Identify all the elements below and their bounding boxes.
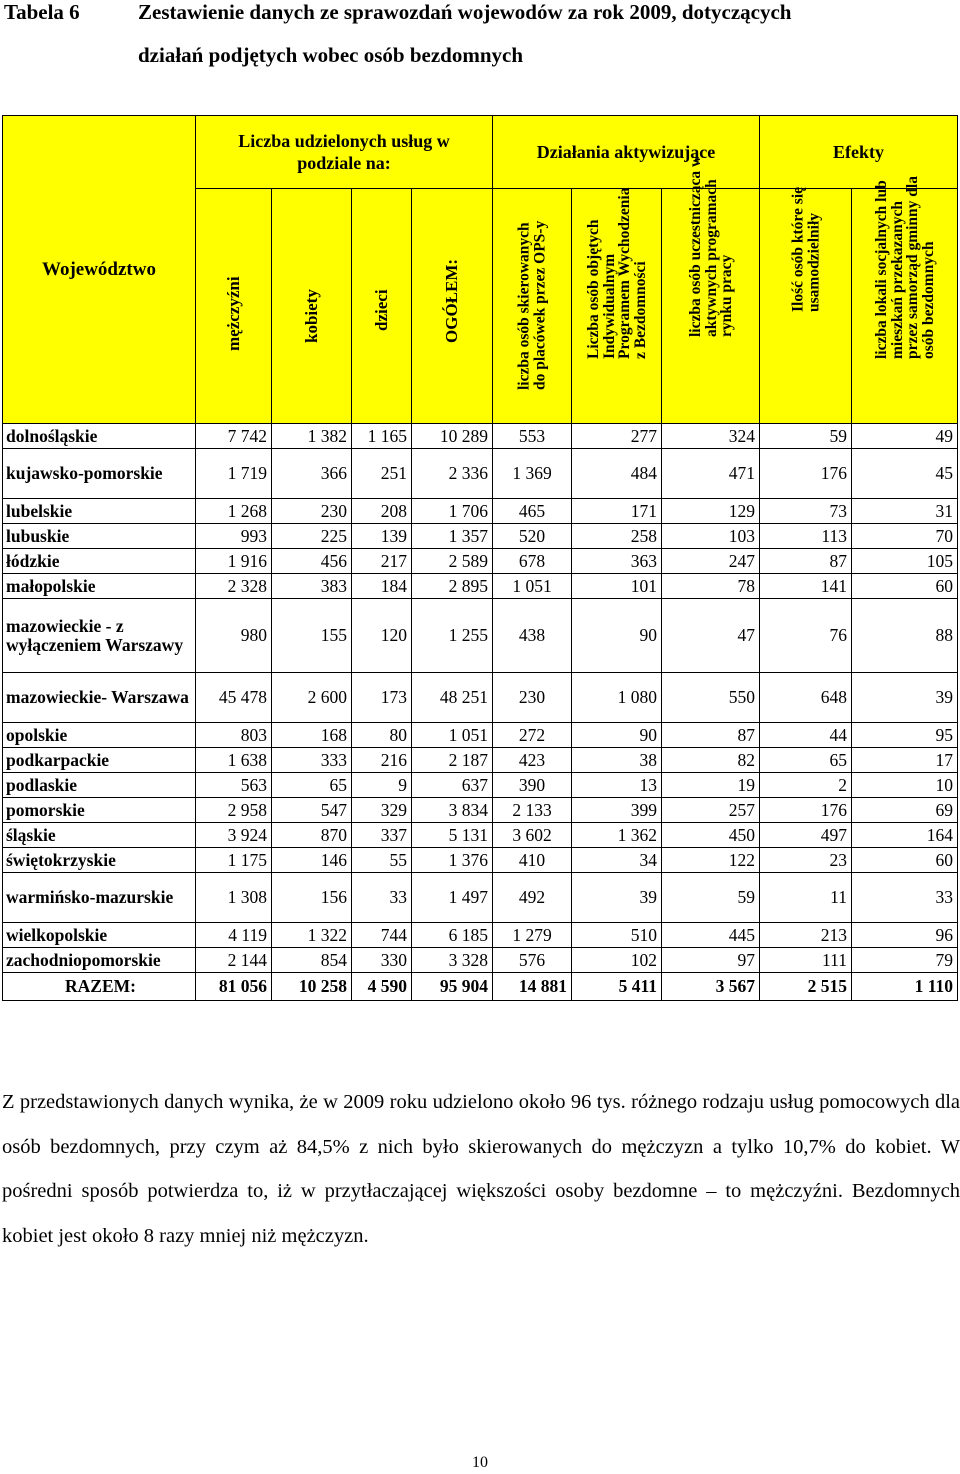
cell-skierowanych: 520 bbox=[493, 524, 572, 549]
cell-lokale: 60 bbox=[852, 574, 958, 599]
table-row bbox=[3, 499, 958, 524]
cell-skierowanych: 465 bbox=[493, 499, 572, 524]
cell-dzieci: 744 bbox=[352, 923, 412, 948]
table-row bbox=[3, 823, 958, 848]
cell-kobiety: 333 bbox=[272, 748, 352, 773]
cell-mezczyzni: 1 916 bbox=[196, 549, 272, 574]
cell-ogolem: 1 357 bbox=[412, 524, 493, 549]
cell-ogolem: 1 255 bbox=[412, 599, 493, 673]
cell-rynek-pracy: 445 bbox=[662, 923, 760, 948]
cell-kobiety: 1 322 bbox=[272, 923, 352, 948]
cell-rynek-pracy: 247 bbox=[662, 549, 760, 574]
row-wojewodztwo: podkarpackie bbox=[3, 748, 196, 773]
cell-dzieci: 55 bbox=[352, 848, 412, 873]
cell-ipwb: 363 bbox=[572, 549, 662, 574]
cell-ipwb: 13 bbox=[572, 773, 662, 798]
table-row bbox=[3, 599, 958, 673]
cell-lokale: 96 bbox=[852, 923, 958, 948]
cell-lokale: 60 bbox=[852, 848, 958, 873]
cell-usamodzielnily: 87 bbox=[760, 549, 852, 574]
table-row bbox=[3, 873, 958, 923]
cell-rynek-pracy: 324 bbox=[662, 424, 760, 449]
table-row bbox=[3, 748, 958, 773]
cell-mezczyzni: 7 742 bbox=[196, 424, 272, 449]
cell-skierowanych: 492 bbox=[493, 873, 572, 923]
cell-mezczyzni: 4 119 bbox=[196, 923, 272, 948]
total-ogolem: 95 904 bbox=[412, 973, 493, 1001]
row-wojewodztwo: lubelskie bbox=[3, 499, 196, 524]
header-lokale-socjalne: liczba lokali socjalnych lub mieszkań przekazanych przez samorząd gminny dla osób bezdomnych bbox=[852, 189, 958, 424]
row-wojewodztwo: małopolskie bbox=[3, 574, 196, 599]
cell-ipwb: 277 bbox=[572, 424, 662, 449]
row-wojewodztwo: zachodniopomorskie bbox=[3, 948, 196, 973]
cell-usamodzielnily: 65 bbox=[760, 748, 852, 773]
cell-ogolem: 1 376 bbox=[412, 848, 493, 873]
cell-ogolem: 3 834 bbox=[412, 798, 493, 823]
cell-ipwb: 399 bbox=[572, 798, 662, 823]
cell-kobiety: 155 bbox=[272, 599, 352, 673]
cell-mezczyzni: 803 bbox=[196, 723, 272, 748]
cell-usamodzielnily: 176 bbox=[760, 449, 852, 499]
cell-rynek-pracy: 103 bbox=[662, 524, 760, 549]
header-row-groups bbox=[3, 116, 958, 189]
cell-rynek-pracy: 257 bbox=[662, 798, 760, 823]
cell-lokale: 88 bbox=[852, 599, 958, 673]
header-kobiety: kobiety bbox=[272, 189, 352, 424]
table-row bbox=[3, 848, 958, 873]
cell-ipwb: 39 bbox=[572, 873, 662, 923]
cell-ogolem: 2 336 bbox=[412, 449, 493, 499]
cell-kobiety: 168 bbox=[272, 723, 352, 748]
cell-kobiety: 366 bbox=[272, 449, 352, 499]
cell-mezczyzni: 1 638 bbox=[196, 748, 272, 773]
header-mezczyzni: mężczyźni bbox=[196, 189, 272, 424]
cell-ogolem: 1 497 bbox=[412, 873, 493, 923]
cell-dzieci: 1 165 bbox=[352, 424, 412, 449]
cell-skierowanych: 410 bbox=[493, 848, 572, 873]
cell-kobiety: 870 bbox=[272, 823, 352, 848]
header-group-efekty: Efekty bbox=[760, 116, 958, 189]
header-wojewodztwo: Województwo bbox=[3, 116, 196, 424]
cell-skierowanych: 1 369 bbox=[493, 449, 572, 499]
cell-ipwb: 258 bbox=[572, 524, 662, 549]
cell-lokale: 39 bbox=[852, 673, 958, 723]
cell-usamodzielnily: 113 bbox=[760, 524, 852, 549]
cell-mezczyzni: 1 175 bbox=[196, 848, 272, 873]
cell-usamodzielnily: 73 bbox=[760, 499, 852, 524]
cell-usamodzielnily: 11 bbox=[760, 873, 852, 923]
cell-dzieci: 184 bbox=[352, 574, 412, 599]
cell-ipwb: 510 bbox=[572, 923, 662, 948]
cell-rynek-pracy: 87 bbox=[662, 723, 760, 748]
cell-ogolem: 2 589 bbox=[412, 549, 493, 574]
cell-kobiety: 146 bbox=[272, 848, 352, 873]
cell-lokale: 31 bbox=[852, 499, 958, 524]
cell-ipwb: 34 bbox=[572, 848, 662, 873]
cell-skierowanych: 1 051 bbox=[493, 574, 572, 599]
cell-dzieci: 173 bbox=[352, 673, 412, 723]
cell-rynek-pracy: 129 bbox=[662, 499, 760, 524]
header-skierowanych: liczba osób skierowanych do placówek przez OPS-y bbox=[493, 189, 572, 424]
cell-dzieci: 208 bbox=[352, 499, 412, 524]
cell-kobiety: 1 382 bbox=[272, 424, 352, 449]
cell-rynek-pracy: 450 bbox=[662, 823, 760, 848]
cell-rynek-pracy: 122 bbox=[662, 848, 760, 873]
table-row bbox=[3, 449, 958, 499]
cell-dzieci: 9 bbox=[352, 773, 412, 798]
cell-ipwb: 102 bbox=[572, 948, 662, 973]
cell-ogolem: 6 185 bbox=[412, 923, 493, 948]
cell-skierowanych: 390 bbox=[493, 773, 572, 798]
cell-skierowanych: 272 bbox=[493, 723, 572, 748]
cell-usamodzielnily: 176 bbox=[760, 798, 852, 823]
row-wojewodztwo: warmińsko-mazurskie bbox=[3, 873, 196, 923]
cell-mezczyzni: 45 478 bbox=[196, 673, 272, 723]
page-number: 10 bbox=[472, 1454, 488, 1471]
cell-kobiety: 854 bbox=[272, 948, 352, 973]
cell-usamodzielnily: 497 bbox=[760, 823, 852, 848]
cell-usamodzielnily: 59 bbox=[760, 424, 852, 449]
total-lokale: 1 110 bbox=[852, 973, 958, 1001]
cell-kobiety: 547 bbox=[272, 798, 352, 823]
cell-ipwb: 101 bbox=[572, 574, 662, 599]
table-row bbox=[3, 549, 958, 574]
cell-dzieci: 33 bbox=[352, 873, 412, 923]
cell-lokale: 164 bbox=[852, 823, 958, 848]
cell-lokale: 49 bbox=[852, 424, 958, 449]
cell-rynek-pracy: 59 bbox=[662, 873, 760, 923]
cell-lokale: 45 bbox=[852, 449, 958, 499]
cell-dzieci: 251 bbox=[352, 449, 412, 499]
cell-ogolem: 10 289 bbox=[412, 424, 493, 449]
row-wojewodztwo: lubuskie bbox=[3, 524, 196, 549]
cell-kobiety: 65 bbox=[272, 773, 352, 798]
cell-ogolem: 1 051 bbox=[412, 723, 493, 748]
header-objetych-ipwb: Liczba osób objętych Indywidualnym Programem Wychodzenia z Bezdomności bbox=[572, 189, 662, 424]
cell-mezczyzni: 1 308 bbox=[196, 873, 272, 923]
row-wojewodztwo: kujawsko-pomorskie bbox=[3, 449, 196, 499]
row-wojewodztwo: dolnośląskie bbox=[3, 424, 196, 449]
cell-usamodzielnily: 44 bbox=[760, 723, 852, 748]
total-usamodzielnily: 2 515 bbox=[760, 973, 852, 1001]
cell-usamodzielnily: 648 bbox=[760, 673, 852, 723]
data-table bbox=[2, 115, 958, 1001]
total-mezczyzni: 81 056 bbox=[196, 973, 272, 1001]
cell-rynek-pracy: 471 bbox=[662, 449, 760, 499]
cell-ogolem: 3 328 bbox=[412, 948, 493, 973]
cell-lokale: 10 bbox=[852, 773, 958, 798]
cell-dzieci: 120 bbox=[352, 599, 412, 673]
cell-mezczyzni: 2 144 bbox=[196, 948, 272, 973]
table-row bbox=[3, 424, 958, 449]
row-wojewodztwo: pomorskie bbox=[3, 798, 196, 823]
cell-lokale: 105 bbox=[852, 549, 958, 574]
table-row bbox=[3, 773, 958, 798]
table-row bbox=[3, 574, 958, 599]
cell-mezczyzni: 2 958 bbox=[196, 798, 272, 823]
paragraph-text: Z przedstawionych danych wynika, że w 2009 roku udzielono około 96 tys. różnego rodzaju usług pomocowych dla osób bezdomnych, przy czym aż 84,5% z nich było skierowanych do mężczyzn a tylko 10,7% do kobiet. W pośredni sposób potwierdza to, iż w przytłaczającej większości osoby bezdomne – to mężczyźni. Bezdomnych kobiet jest około 8 razy mniej niż mężczyzn. bbox=[2, 1091, 960, 1247]
cell-usamodzielnily: 141 bbox=[760, 574, 852, 599]
cell-ogolem: 1 706 bbox=[412, 499, 493, 524]
cell-lokale: 17 bbox=[852, 748, 958, 773]
cell-skierowanych: 423 bbox=[493, 748, 572, 773]
cell-skierowanych: 1 279 bbox=[493, 923, 572, 948]
total-ipwb: 5 411 bbox=[572, 973, 662, 1001]
cell-dzieci: 217 bbox=[352, 549, 412, 574]
table-title-line-1: Zestawienie danych ze sprawozdań wojewodów za rok 2009, dotyczących bbox=[138, 0, 792, 24]
cell-dzieci: 329 bbox=[352, 798, 412, 823]
total-rynek-pracy: 3 567 bbox=[662, 973, 760, 1001]
cell-ogolem: 2 187 bbox=[412, 748, 493, 773]
row-wojewodztwo: wielkopolskie bbox=[3, 923, 196, 948]
row-wojewodztwo: opolskie bbox=[3, 723, 196, 748]
total-skierowanych: 14 881 bbox=[493, 973, 572, 1001]
cell-mezczyzni: 993 bbox=[196, 524, 272, 549]
cell-mezczyzni: 1 268 bbox=[196, 499, 272, 524]
table-title-line-2: działań podjętych wobec osób bezdomnych bbox=[138, 43, 524, 67]
row-wojewodztwo: mazowieckie - z wyłączeniem Warszawy bbox=[3, 599, 196, 673]
cell-ipwb: 1 080 bbox=[572, 673, 662, 723]
row-wojewodztwo: podlaskie bbox=[3, 773, 196, 798]
cell-ipwb: 484 bbox=[572, 449, 662, 499]
table-row bbox=[3, 948, 958, 973]
cell-skierowanych: 553 bbox=[493, 424, 572, 449]
cell-ogolem: 48 251 bbox=[412, 673, 493, 723]
table-number: Tabela 6 bbox=[4, 0, 80, 24]
cell-dzieci: 337 bbox=[352, 823, 412, 848]
header-rynek-pracy: liczba osób uczestnicząca w aktywnych programach rynku pracy bbox=[662, 189, 760, 424]
cell-skierowanych: 230 bbox=[493, 673, 572, 723]
cell-lokale: 79 bbox=[852, 948, 958, 973]
cell-dzieci: 216 bbox=[352, 748, 412, 773]
table-row bbox=[3, 923, 958, 948]
cell-ipwb: 38 bbox=[572, 748, 662, 773]
cell-usamodzielnily: 111 bbox=[760, 948, 852, 973]
cell-kobiety: 456 bbox=[272, 549, 352, 574]
row-wojewodztwo: mazowieckie- Warszawa bbox=[3, 673, 196, 723]
cell-rynek-pracy: 19 bbox=[662, 773, 760, 798]
cell-mezczyzni: 980 bbox=[196, 599, 272, 673]
row-wojewodztwo: śląskie bbox=[3, 823, 196, 848]
cell-ipwb: 1 362 bbox=[572, 823, 662, 848]
cell-lokale: 95 bbox=[852, 723, 958, 748]
header-group-uslugi: Liczba udzielonych usług w podziale na: bbox=[196, 116, 493, 189]
table-row bbox=[3, 798, 958, 823]
cell-ogolem: 2 895 bbox=[412, 574, 493, 599]
header-group-dzialania: Działania aktywizujące bbox=[493, 116, 760, 189]
cell-dzieci: 80 bbox=[352, 723, 412, 748]
cell-usamodzielnily: 213 bbox=[760, 923, 852, 948]
cell-dzieci: 330 bbox=[352, 948, 412, 973]
cell-rynek-pracy: 47 bbox=[662, 599, 760, 673]
cell-kobiety: 156 bbox=[272, 873, 352, 923]
cell-ogolem: 5 131 bbox=[412, 823, 493, 848]
cell-mezczyzni: 1 719 bbox=[196, 449, 272, 499]
table-row bbox=[3, 524, 958, 549]
cell-ogolem: 637 bbox=[412, 773, 493, 798]
total-kobiety: 10 258 bbox=[272, 973, 352, 1001]
cell-skierowanych: 3 602 bbox=[493, 823, 572, 848]
cell-ipwb: 90 bbox=[572, 723, 662, 748]
header-usamodzielnily: Ilość osób które się usamodzielniły bbox=[760, 189, 852, 424]
cell-skierowanych: 678 bbox=[493, 549, 572, 574]
cell-skierowanych: 2 133 bbox=[493, 798, 572, 823]
table-row bbox=[3, 673, 958, 723]
cell-rynek-pracy: 550 bbox=[662, 673, 760, 723]
cell-lokale: 70 bbox=[852, 524, 958, 549]
table-row-total bbox=[3, 973, 958, 1001]
cell-lokale: 69 bbox=[852, 798, 958, 823]
cell-skierowanych: 576 bbox=[493, 948, 572, 973]
cell-rynek-pracy: 82 bbox=[662, 748, 760, 773]
cell-ipwb: 171 bbox=[572, 499, 662, 524]
cell-dzieci: 139 bbox=[352, 524, 412, 549]
cell-kobiety: 383 bbox=[272, 574, 352, 599]
cell-mezczyzni: 563 bbox=[196, 773, 272, 798]
cell-skierowanych: 438 bbox=[493, 599, 572, 673]
cell-kobiety: 225 bbox=[272, 524, 352, 549]
header-dzieci: dzieci bbox=[352, 189, 412, 424]
header-ogolem: OGÓŁEM: bbox=[412, 189, 493, 424]
row-wojewodztwo: świętokrzyskie bbox=[3, 848, 196, 873]
total-dzieci: 4 590 bbox=[352, 973, 412, 1001]
cell-kobiety: 230 bbox=[272, 499, 352, 524]
cell-mezczyzni: 2 328 bbox=[196, 574, 272, 599]
total-label: RAZEM: bbox=[3, 973, 196, 1001]
cell-ipwb: 90 bbox=[572, 599, 662, 673]
cell-usamodzielnily: 2 bbox=[760, 773, 852, 798]
cell-mezczyzni: 3 924 bbox=[196, 823, 272, 848]
cell-rynek-pracy: 78 bbox=[662, 574, 760, 599]
cell-usamodzielnily: 23 bbox=[760, 848, 852, 873]
table-body bbox=[3, 424, 958, 1001]
table-row bbox=[3, 723, 958, 748]
cell-kobiety: 2 600 bbox=[272, 673, 352, 723]
cell-usamodzielnily: 76 bbox=[760, 599, 852, 673]
row-wojewodztwo: łódzkie bbox=[3, 549, 196, 574]
cell-lokale: 33 bbox=[852, 873, 958, 923]
body-paragraph bbox=[2, 1080, 960, 1258]
cell-rynek-pracy: 97 bbox=[662, 948, 760, 973]
